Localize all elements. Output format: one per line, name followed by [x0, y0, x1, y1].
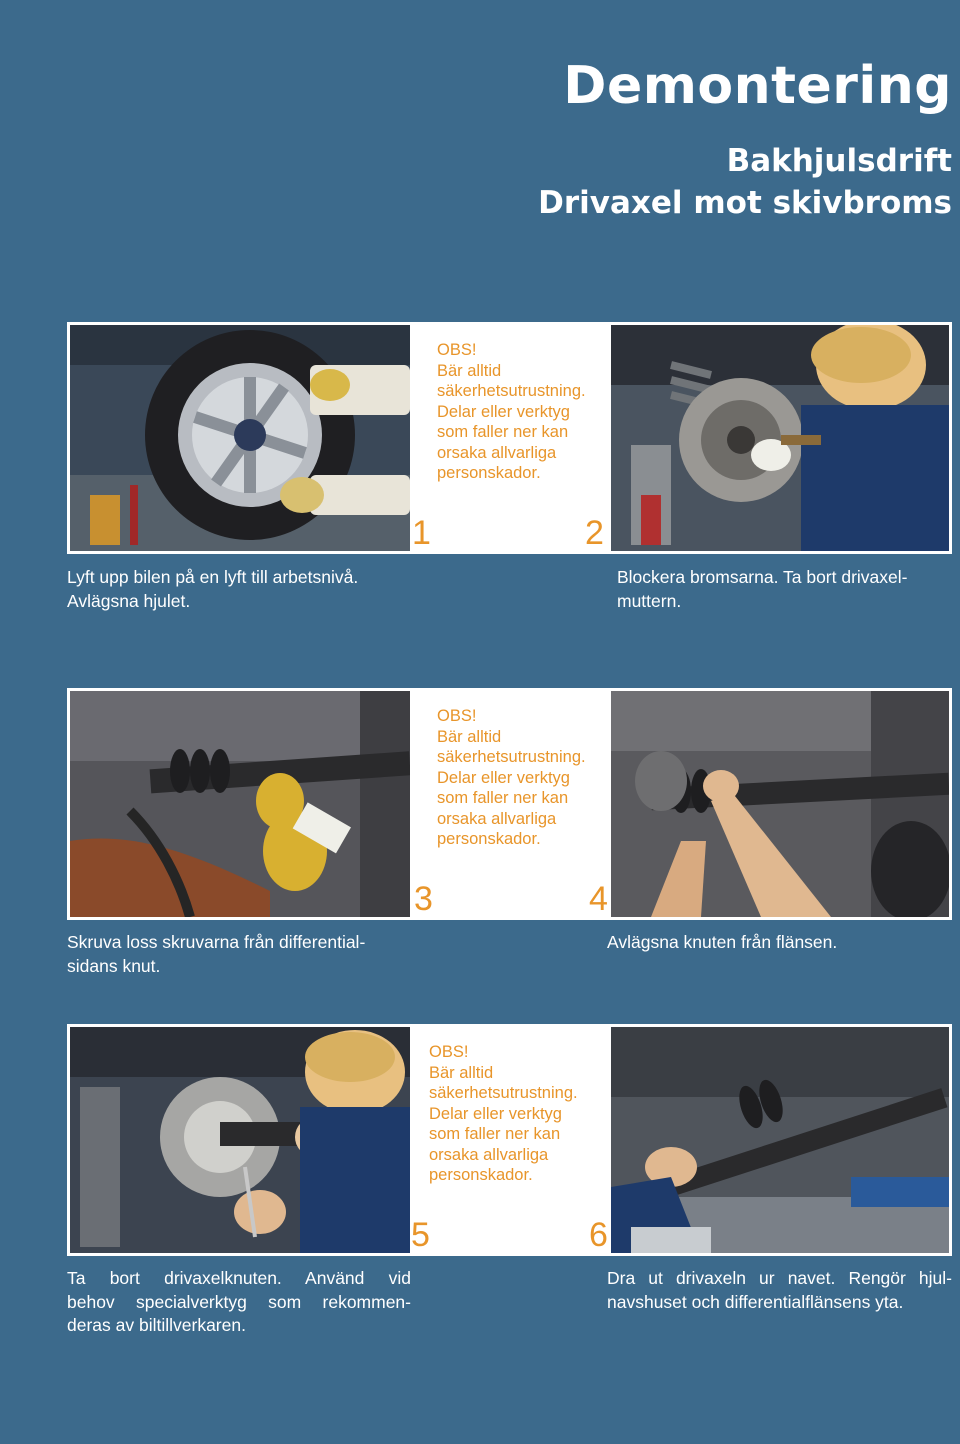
step-panel-1-2: [67, 322, 952, 554]
warning-text-2: OBS! Bär alltid säkerhetsutrustning. Delar eller verktyg som faller ner kan orsaka allvarliga personskador.: [437, 707, 586, 848]
warning-text-1: OBS! Bär alltid säkerhetsutrustning. Delar eller verktyg som faller ner kan orsaka allvarliga personskador.: [437, 341, 586, 482]
step-number-3: 3: [414, 880, 433, 918]
caption-step-1: Lyft upp bilen på en lyft till arbetsnivå. Avlägsna hjulet.: [67, 567, 359, 611]
photo-step-4: [611, 691, 949, 917]
step-number-5: 5: [411, 1216, 430, 1254]
photo-step-1: [70, 325, 410, 551]
caption-step-2: Blockera bromsarna. Ta bort drivaxel- muttern.: [617, 567, 908, 611]
caption-step-6: Dra ut drivaxeln ur navet. Rengör hjul- navshuset och differentialflänsens yta.: [607, 1268, 952, 1312]
caption-step-4: Avlägsna knuten från flänsen.: [607, 932, 838, 952]
caption-step-5: Ta bort drivaxelknuten. Använd vid behov specialverktyg som rekommen- deras av biltillverkaren.: [67, 1268, 411, 1335]
step-number-4: 4: [589, 880, 608, 918]
photo-step-6: [611, 1027, 949, 1253]
photo-step-2: [611, 325, 949, 551]
photo-step-5: [70, 1027, 410, 1253]
warning-text-3: OBS! Bär alltid säkerhetsutrustning. Delar eller verktyg som faller ner kan orsaka allvarliga personskador.: [429, 1043, 578, 1184]
step-panel-5-6: [67, 1024, 952, 1256]
page-title: Demontering: [563, 56, 952, 116]
step-number-6: 6: [589, 1216, 608, 1254]
photo-step-3: [70, 691, 410, 917]
subtitle-line-1: Bakhjulsdrift: [726, 143, 952, 179]
caption-step-3: Skruva loss skruvarna från differential- sidans knut.: [67, 932, 366, 976]
step-number-1: 1: [412, 514, 431, 552]
subtitle-line-2: Drivaxel mot skivbroms: [538, 185, 952, 221]
page-subtitle: [538, 140, 952, 224]
step-panel-3-4: [67, 688, 952, 920]
step-number-2: 2: [585, 514, 604, 552]
